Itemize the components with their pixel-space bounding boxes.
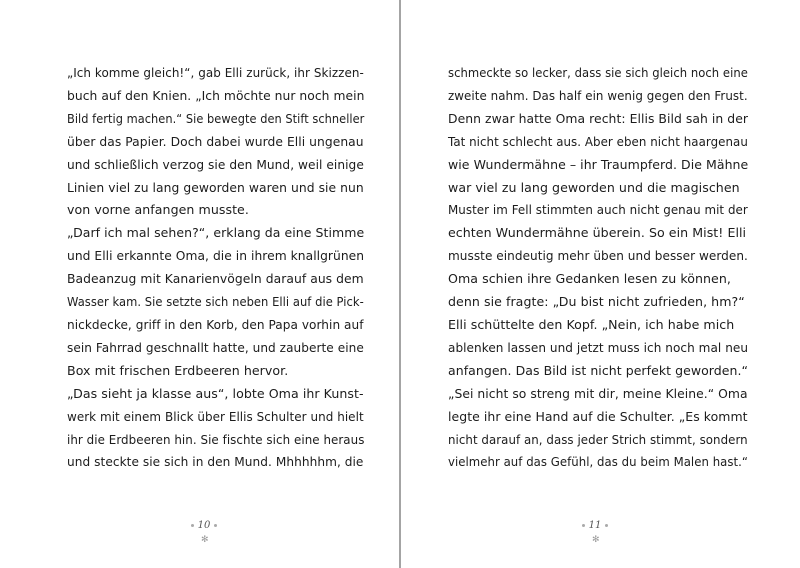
left-page-number-value: 10 <box>197 520 211 531</box>
text-line: sein Fahrrad geschnallt hatte, und zauberte eine <box>67 339 364 355</box>
text-line: musste eindeutig mehr üben und besser werden. <box>448 248 748 264</box>
text-line: ablenken lassen und jetzt muss ich noch mal neu <box>448 339 749 355</box>
text-line: denn sie fragte: „Du bist nicht zufrieden, hm?“ <box>448 294 745 310</box>
text-line: über das Papier. Doch dabei wurde Elli ungenau <box>67 133 364 149</box>
text-line: buch auf den Knien. „Ich möchte nur noch mein <box>67 87 365 103</box>
left-page <box>0 0 399 568</box>
left-page-text <box>67 62 364 474</box>
text-line: schmeckte so lecker, dass sie sich gleich noch eine <box>448 65 748 80</box>
text-line: und schließlich verzog sie den Mund, weil einige <box>67 156 364 172</box>
text-line: wie Wundermähne – ihr Traumpferd. Die Mähne <box>448 156 749 172</box>
text-line: Denn zwar hatte Oma recht: Ellis Bild sah in der <box>448 110 749 126</box>
right-page-number-value: 11 <box>588 520 602 531</box>
text-line: von vorne anfangen musste. <box>67 202 249 218</box>
folio-dot-left <box>582 524 585 527</box>
right-page-text <box>448 62 748 474</box>
text-line: „Ich komme gleich!“, gab Elli zurück, ihr Skizzen- <box>67 65 364 80</box>
text-line: ihr die Erdbeeren hin. Sie fischte sich eine heraus <box>67 431 365 447</box>
text-line: echten Wundermähne überein. So ein Mist! Elli <box>448 225 747 241</box>
snowflake-ornament-icon: ✻ <box>201 535 209 545</box>
text-line: und steckte sie sich in den Mund. Mhhhhhm, die <box>67 454 364 470</box>
text-line: „Darf ich mal sehen?“, erklang da eine Stimme <box>67 225 365 241</box>
text-line: Linien viel zu lang geworden waren und sie nun <box>67 179 364 195</box>
text-line: Wasser kam. Sie setzte sich neben Elli auf die Pick- <box>67 294 364 310</box>
snowflake-ornament-icon: ✻ <box>592 535 600 545</box>
text-line: Tat nicht schlecht aus. Aber eben nicht haargenau <box>448 133 748 149</box>
text-line: Badeanzug mit Kanarienvögeln darauf aus dem <box>67 271 364 287</box>
text-line: „Das sieht ja klasse aus“, lobte Oma ihr Kunst- <box>67 385 364 401</box>
left-page-number <box>174 520 234 545</box>
text-line: anfangen. Das Bild ist nicht perfekt geworden.“ <box>448 362 749 378</box>
text-line: zweite nahm. Das half ein wenig gegen den Frust. <box>448 87 748 103</box>
right-page-number <box>565 520 625 545</box>
text-line: Oma schien ihre Gedanken lesen zu können, <box>448 271 731 287</box>
folio-dot-right <box>605 524 608 527</box>
text-line: nicht darauf an, dass jeder Strich stimmt, sondern <box>448 431 748 447</box>
right-page <box>401 0 800 568</box>
text-line: werk mit einem Blick über Ellis Schulter und hielt <box>67 408 364 424</box>
folio-dot-right <box>214 524 217 527</box>
text-line: Box mit frischen Erdbeeren hervor. <box>67 362 289 378</box>
folio-dot-left <box>191 524 194 527</box>
text-line: „Sei nicht so streng mit dir, meine Kleine.“ Oma <box>448 385 748 401</box>
text-line: und Elli erkannte Oma, die in ihrem knallgrünen <box>67 248 365 264</box>
text-line: legte ihr eine Hand auf die Schulter. „Es kommt <box>448 408 748 424</box>
text-line: Muster im Fell stimmten auch nicht genau mit der <box>448 202 748 218</box>
text-line: war viel zu lang geworden und die magischen <box>448 179 740 195</box>
text-line: nickdecke, griff in den Korb, den Papa vorhin auf <box>67 316 364 332</box>
text-line: Bild fertig machen.“ Sie bewegte den Stift schneller <box>67 110 365 126</box>
text-line: Elli schüttelte den Kopf. „Nein, ich habe mich <box>448 316 735 332</box>
text-line: vielmehr auf das Gefühl, das du beim Malen hast.“ <box>448 454 749 470</box>
